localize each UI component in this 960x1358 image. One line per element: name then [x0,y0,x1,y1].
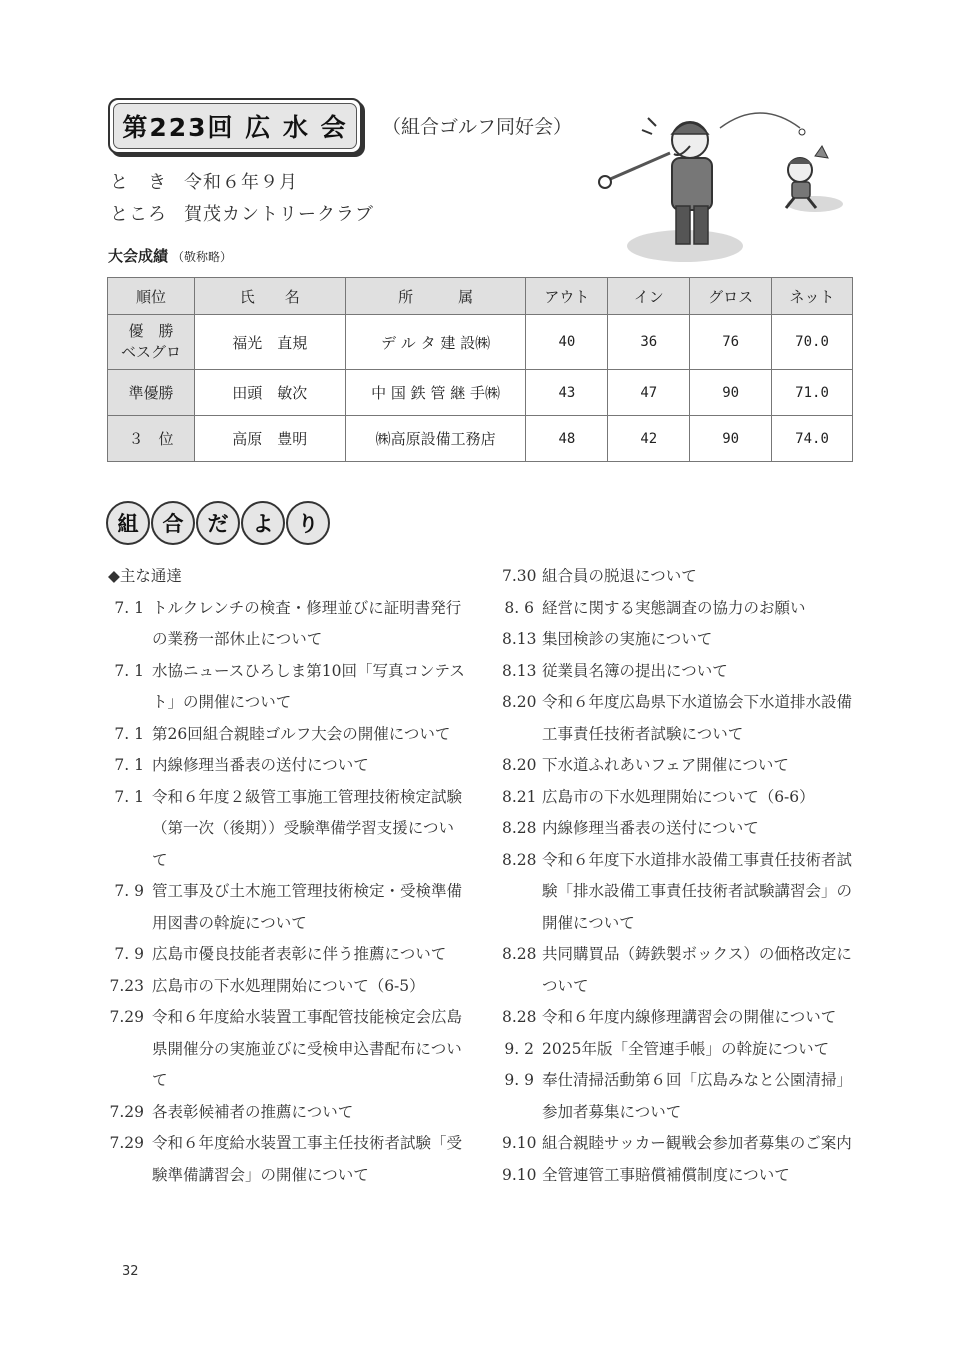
notice-text: 令和６年度２級管工事施工管理技術検定試験（第一次（後期））受験準備学習支援について [152,787,463,869]
event-where [110,200,374,226]
cell-gross: 90 [690,416,772,462]
notice-text: 水協ニュースひろしま第10回「写真コンテスト」の開催について [152,661,465,711]
notice-text: 広島市優良技能者表彰に伴う推薦について [152,945,447,963]
when-label: と き [110,172,167,193]
notice-text: 全管連管工事賠償補償制度について [542,1165,790,1184]
event-subtitle: （組合ゴルフ同好会） [382,116,573,138]
notices-right-list [502,561,862,1191]
cell-affiliation: デ ル タ 建 設㈱ [345,315,526,370]
notice-date: 7. 1 [114,756,144,774]
cell-out: 40 [526,315,608,370]
notice-item [108,593,468,656]
notice-item [502,656,862,688]
notice-item [108,971,468,1003]
cell-in: 36 [608,315,690,370]
heading-char: 組 [106,501,150,545]
notice-text: 組合員の脱退について [542,567,697,585]
when-value: 令和６年９月 [184,172,298,193]
notice-text: 広島市の下水処理開始について（6-5） [152,976,425,995]
notice-date: 8.21 [502,787,537,806]
cell-affiliation: ㈱高原設備工務店 [345,416,526,462]
notices-right-column [502,561,862,1191]
event-title: 第223回 広 水 会 [113,103,357,149]
cell-name: 高原 豊明 [194,416,345,462]
results-note: （敬称略） [172,250,233,264]
notice-item [502,750,862,782]
notice-item [502,593,862,625]
heading-char: 合 [151,501,195,545]
table-row [108,370,853,416]
cell-in: 47 [608,370,690,416]
notice-date: 8.28 [502,1008,537,1026]
notice-item [502,1065,862,1128]
heading-char: り [286,501,330,545]
notice-item [502,624,862,656]
cell-rank: ３ 位 [108,416,195,462]
notice-item [502,687,862,750]
notice-date: 9. 9 [504,1071,534,1089]
col-header-in: イン [608,278,690,315]
notice-text: 下水道ふれあいフェア開催について [542,756,789,774]
cell-gross: 90 [690,370,772,416]
notice-date: 7. 9 [114,882,144,900]
notice-text: 内線修理当番表の送付について [542,819,759,837]
where-label: ところ [110,204,167,225]
notice-item [108,1097,468,1129]
notice-date: 7.30 [502,567,537,585]
notice-date: 7. 1 [114,661,144,680]
golfer-illustration [590,98,870,268]
notice-text: 従業員名簿の提出について [542,661,728,680]
results-heading [108,245,232,266]
cell-out: 43 [526,370,608,416]
table-row [108,315,853,370]
notice-date: 9.10 [502,1134,537,1152]
notice-item [108,1002,468,1097]
cell-gross: 76 [690,315,772,370]
notice-text: 第26回組合親睦ゴルフ大会の開催について [152,724,451,743]
notice-text: 令和６年度給水装置工事配管技能検定会広島県開催分の実施並びに受検申込書配布について [152,1008,463,1089]
notice-item [108,1128,468,1191]
results-heading-text: 大会成績 [108,247,169,265]
notices-left-column [108,561,468,1191]
notice-date: 7.29 [109,1134,144,1152]
notice-item [108,656,468,719]
col-header-rank: 順位 [108,278,195,315]
notice-text: 2025年版「全管連手帳」の斡旋について [542,1039,830,1058]
notice-item [108,719,468,751]
cell-affiliation: 中 国 鉄 管 継 手㈱ [345,370,526,416]
notice-date: 8.20 [502,693,537,711]
table-row [108,416,853,462]
notice-text: トルクレンチの検査・修理並びに証明書発行の業務一部休止について [152,598,462,648]
notice-text: 令和６年度下水道排水設備工事責任技術者試験「排水設備工事責任技術者試験講習会」の開催について [542,850,853,932]
notice-text: 組合親睦サッカー観戦会参加者募集のご案内 [542,1134,852,1152]
notices-heading: ◆主な通達 [108,567,182,585]
notice-text: 集団検診の実施について [542,630,713,648]
notice-date: 9. 2 [504,1039,534,1058]
notice-date: 8.13 [502,630,537,648]
notice-item [108,750,468,782]
cell-net: 70.0 [772,315,853,370]
notice-item [502,1002,862,1034]
notice-text: 広島市の下水処理開始について（6-6） [542,787,815,806]
notice-date: 7.23 [109,976,144,995]
cell-rank: 優 勝 ベスグロ [108,315,195,370]
notice-item [502,845,862,940]
event-title-box [108,98,362,154]
col-header-net: ネット [772,278,853,315]
notice-text: 共同購買品（鋳鉄製ボックス）の価格改定について [542,945,852,995]
notice-date: 7. 1 [114,787,144,806]
notice-text: 各表彰候補者の推薦について [152,1102,354,1121]
cell-name: 福光 直規 [194,315,345,370]
page-number: 32 [122,1264,139,1279]
notice-date: 8. 6 [504,598,534,617]
section-heading-kumiai-dayori [106,501,331,545]
cell-out: 48 [526,416,608,462]
cell-name: 田頭 敏次 [194,370,345,416]
notice-item [108,939,468,971]
col-header-affiliation: 所 属 [345,278,526,315]
notice-date: 8.28 [502,819,537,837]
notice-date: 7.29 [109,1008,144,1026]
notice-text: 令和６年度内線修理講習会の開催について [542,1008,837,1026]
cell-net: 71.0 [772,370,853,416]
col-header-name: 氏 名 [194,278,345,315]
cell-net: 74.0 [772,416,853,462]
notice-item [502,1128,862,1160]
notice-text: 経営に関する実態調査の協力のお願い [542,598,806,617]
notice-text: 管工事及び土木施工管理技術検定・受検準備用図書の斡旋について [152,882,463,932]
col-header-gross: グロス [690,278,772,315]
notice-item [502,1034,862,1066]
heading-char: だ [196,501,240,545]
notice-date: 7. 9 [114,945,144,963]
event-when [110,168,298,194]
notice-date: 8.28 [502,945,537,963]
notice-item [502,561,862,593]
notice-text: 内線修理当番表の送付について [152,756,369,774]
notice-text: 奉仕清掃活動第６回「広島みなと公園清掃」参加者募集について [542,1071,853,1121]
notice-item [502,939,862,1002]
results-table [107,277,853,462]
notice-item [502,782,862,814]
notice-date: 7. 1 [114,724,144,743]
notice-date: 8.20 [502,756,537,774]
where-value: 賀茂カントリークラブ [184,204,374,225]
notices-left-list [108,593,468,1192]
notice-date: 9.10 [502,1165,537,1184]
cell-in: 42 [608,416,690,462]
notice-item [502,813,862,845]
notice-date: 8.28 [502,850,537,869]
notice-date: 7. 1 [114,598,144,617]
notice-text: 令和６年度広島県下水道協会下水道排水設備工事責任技術者試験について [542,693,853,743]
cell-rank: 準優勝 [108,370,195,416]
notice-item [502,1160,862,1192]
heading-char: よ [241,501,285,545]
table-header-row [108,278,853,315]
notice-text: 令和６年度給水装置工事主任技術者試験「受験準備講習会」の開催について [152,1134,463,1184]
notice-date: 8.13 [502,661,537,680]
col-header-out: アウト [526,278,608,315]
notice-date: 7.29 [109,1102,144,1121]
notice-item [108,782,468,877]
notice-item [108,876,468,939]
